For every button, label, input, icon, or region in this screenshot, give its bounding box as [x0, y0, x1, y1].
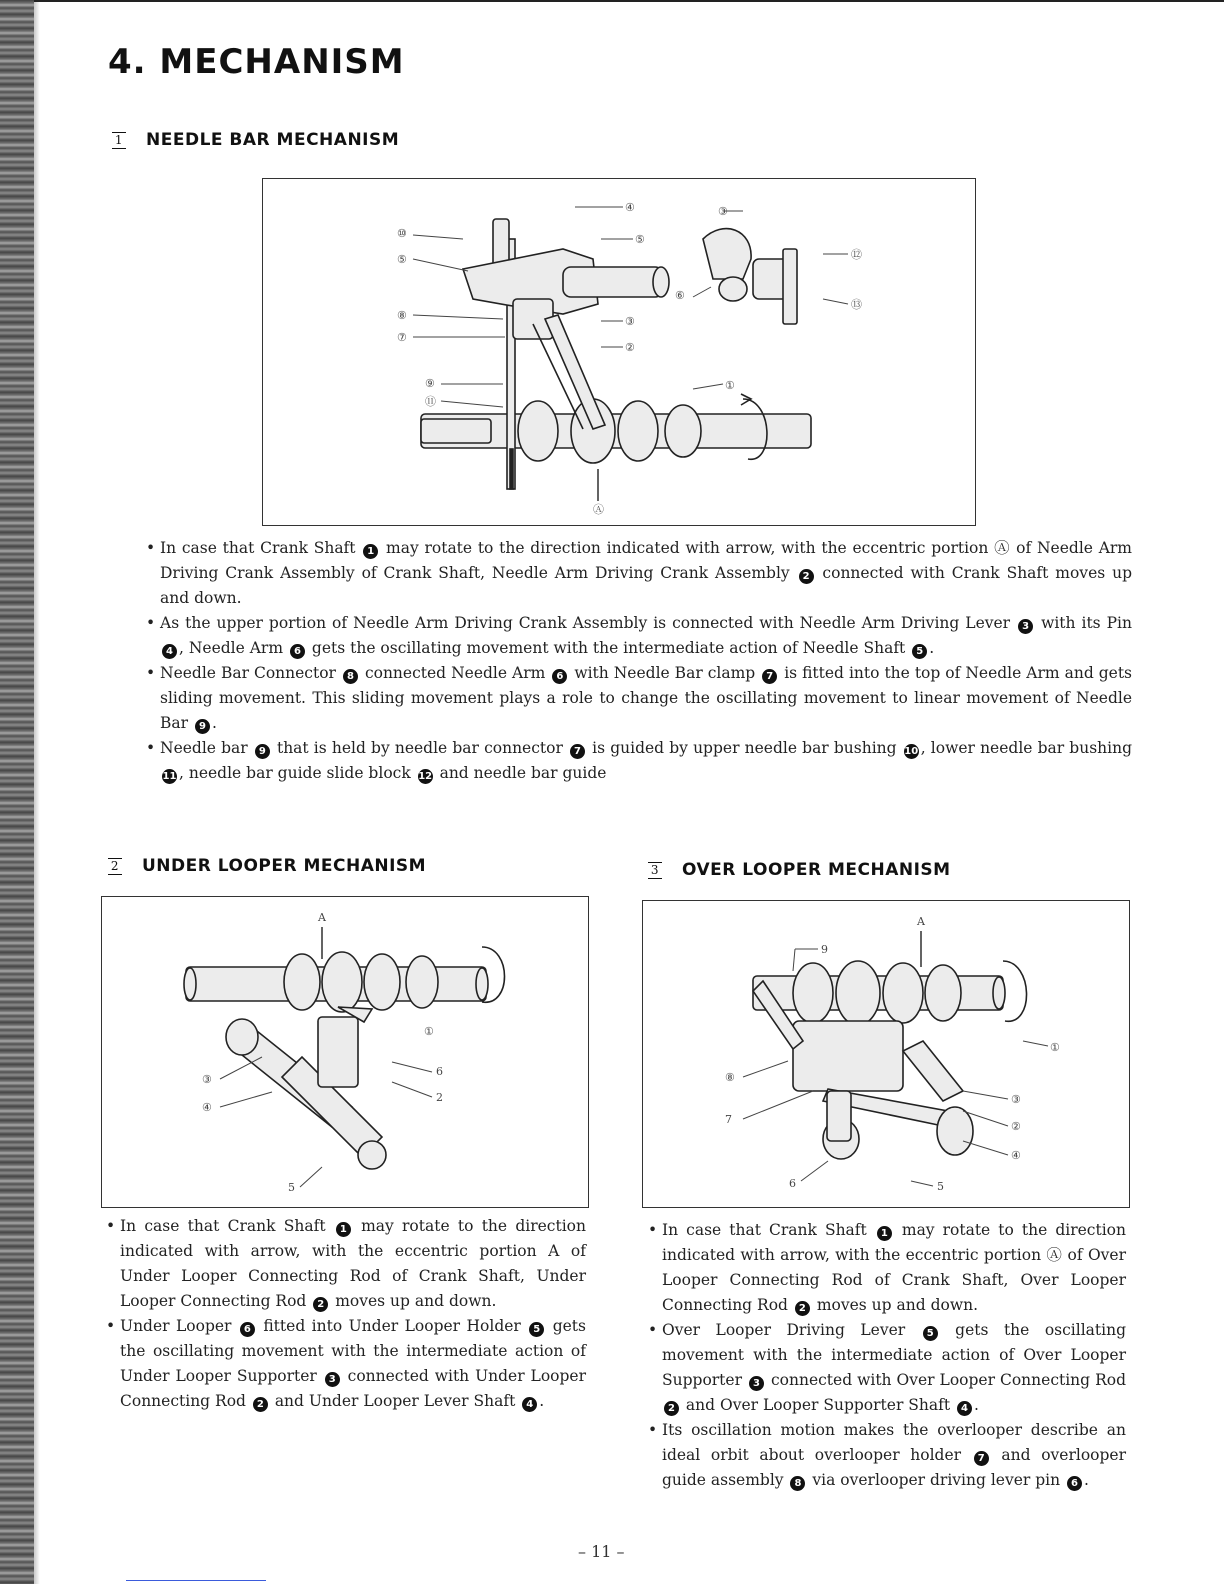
- scan-edge: [0, 0, 34, 1584]
- section-title: OVER LOOPER MECHANISM: [682, 860, 951, 880]
- part-number-badge: 9: [195, 719, 210, 734]
- needle-bar-bullet-2: • As the upper portion of Needle Arm Driving Crank Assembly is connected with Needle Arm Driving Lever 3 with its Pin 4 , Needle Arm 6 gets the oscillating movement with the intermediate action of Needle Shaft 5 .: [146, 611, 1132, 661]
- part-number-badge: 9: [255, 744, 270, 759]
- under-looper-description: [106, 1214, 586, 1414]
- callout-6: 6: [789, 1177, 796, 1190]
- part-number-badge: 4: [957, 1401, 972, 1416]
- part-number-badge: 3: [325, 1372, 340, 1387]
- part-number-badge: 2: [664, 1401, 679, 1416]
- needle-bar-bullet-4: • Needle bar 9 that is held by needle bar connector 7 is guided by upper needle bar bushing 10 , lower needle bar bushing 11 , needle bar guide slide block 12 and needle bar guide: [146, 736, 1132, 786]
- section-title: UNDER LOOPER MECHANISM: [142, 856, 427, 876]
- part-number-badge: 6: [290, 644, 305, 659]
- callout-5: 5: [937, 1180, 944, 1193]
- section-number: 1: [112, 132, 126, 149]
- needle-bar-bullet-1: • In case that Crank Shaft 1 may rotate to the direction indicated with arrow, with the eccentric portion Ⓐ of Needle Arm Driving Crank Assembly of Crank Shaft, Needle Arm Driving Crank Assembly 2 connected with Crank Shaft moves up and down.: [146, 536, 1132, 611]
- callout-4: ④: [202, 1101, 212, 1114]
- callout-2: ②: [625, 341, 635, 354]
- part-number-badge: 1: [877, 1226, 892, 1241]
- under-looper-drawing: [102, 897, 588, 1207]
- callout-7: 7: [725, 1113, 732, 1126]
- callout-2: ②: [1011, 1120, 1021, 1133]
- part-number-badge: 3: [749, 1376, 764, 1391]
- callout-2: 2: [436, 1091, 443, 1104]
- callout-a: A: [917, 915, 925, 928]
- over-looper-description: [648, 1218, 1126, 1493]
- callout-a: A: [318, 911, 326, 924]
- part-number-badge: 3: [1018, 619, 1033, 634]
- section-number: 2: [108, 858, 122, 875]
- page-number: – 11 –: [578, 1542, 625, 1561]
- page-title: 4. MECHANISM: [108, 42, 405, 82]
- part-number-badge: 7: [762, 669, 777, 684]
- part-number-badge: 5: [912, 644, 927, 659]
- callout-6: 6: [436, 1065, 443, 1078]
- part-number-badge: 8: [790, 1476, 805, 1491]
- under-looper-figure: [101, 896, 589, 1208]
- callout-9: ⑨: [425, 377, 435, 390]
- callout-5-left: ⑤: [397, 253, 407, 266]
- needle-bar-bullet-3: • Needle Bar Connector 8 connected Needle Arm 6 with Needle Bar clamp 7 is fitted into the top of Needle Arm and gets sliding movement. This sliding movement plays a role to change the oscillating movement to linear movement of Needle Bar 9 .: [146, 661, 1132, 736]
- callout-3: ③: [202, 1073, 212, 1086]
- callout-10: ⑩: [397, 227, 407, 240]
- callout-6: ⑥: [675, 289, 685, 302]
- callout-1: ①: [424, 1025, 434, 1038]
- part-number-badge: 8: [343, 669, 358, 684]
- part-number-badge: 6: [240, 1322, 255, 1337]
- part-number-badge: 2: [795, 1301, 810, 1316]
- under-looper-bullet-2: • Under Looper 6 fitted into Under Looper Holder 5 gets the oscillating movement with the intermediate action of Under Looper Supporter 3 connected with Under Looper Connecting Rod 2 and Under Looper Lever Shaft 4 .: [106, 1314, 586, 1414]
- part-number-badge: 6: [552, 669, 567, 684]
- callout-5: 5: [288, 1181, 295, 1194]
- part-number-badge: 2: [799, 569, 814, 584]
- top-rule: [34, 0, 1224, 2]
- part-number-badge: 7: [570, 744, 585, 759]
- over-looper-figure: [642, 900, 1130, 1208]
- part-number-badge: 2: [253, 1397, 268, 1412]
- callout-5-right: ⑤: [635, 233, 645, 246]
- callout-4: ④: [1011, 1149, 1021, 1162]
- needle-bar-drawing: [263, 179, 975, 525]
- callout-11: ⑪: [425, 395, 436, 408]
- section-number: 3: [648, 862, 662, 879]
- over-looper-bullet-2: • Over Looper Driving Lever 5 gets the oscillating movement with the intermediate action of Over Looper Supporter 3 connected with Over Looper Connecting Rod 2 and Over Looper Supporter Shaft 4 .: [648, 1318, 1126, 1418]
- part-number-badge: 4: [162, 644, 177, 659]
- part-number-badge: 4: [522, 1397, 537, 1412]
- over-looper-bullet-1: • In case that Crank Shaft 1 may rotate to the direction indicated with arrow, with the eccentric portion Ⓐ of Over Looper Connecting Rod of Crank Shaft, Over Looper Connecting Rod 2 moves up and down.: [648, 1218, 1126, 1318]
- part-number-badge: 11: [162, 771, 177, 782]
- part-number-badge: 12: [418, 771, 433, 782]
- needle-bar-description: [146, 536, 1132, 786]
- section-heading-under-looper: [108, 856, 426, 876]
- callout-12: ⑫: [851, 248, 862, 261]
- callout-1: ①: [1050, 1041, 1060, 1054]
- over-looper-drawing: [643, 901, 1129, 1207]
- part-number-badge: 5: [923, 1326, 938, 1341]
- part-number-badge: 1: [336, 1222, 351, 1237]
- over-looper-bullet-3: • Its oscillation motion makes the overlooper describe an ideal orbit about overlooper holder 7 and overlooper guide assembly 8 via overlooper driving lever pin 6 .: [648, 1418, 1126, 1493]
- callout-3: ③: [1011, 1093, 1021, 1106]
- callout-a: Ⓐ: [593, 503, 604, 516]
- needle-bar-figure: [262, 178, 976, 526]
- section-heading-needle-bar: [112, 130, 399, 150]
- footer-link-line: [126, 1580, 266, 1581]
- part-number-badge: 2: [313, 1297, 328, 1312]
- callout-8: ⑧: [725, 1071, 735, 1084]
- callout-3: ③: [625, 315, 635, 328]
- section-title: NEEDLE BAR MECHANISM: [146, 130, 400, 150]
- callout-4: ④: [625, 201, 635, 214]
- callout-9: 9: [821, 943, 828, 956]
- callout-8: ⑧: [397, 309, 407, 322]
- part-number-badge: 7: [974, 1451, 989, 1466]
- part-number-badge: 1: [363, 544, 378, 559]
- callout-3-top: ③: [718, 205, 728, 218]
- under-looper-bullet-1: • In case that Crank Shaft 1 may rotate to the direction indicated with arrow, with the eccentric portion A of Under Looper Connecting Rod of Crank Shaft, Under Looper Connecting Rod 2 moves up and down.: [106, 1214, 586, 1314]
- callout-7: ⑦: [397, 331, 407, 344]
- part-number-badge: 5: [529, 1322, 544, 1337]
- callout-13: ⑬: [851, 298, 862, 311]
- part-number-badge: 6: [1067, 1476, 1082, 1491]
- part-number-badge: 10: [904, 746, 919, 757]
- callout-1: ①: [725, 379, 735, 392]
- section-heading-over-looper: [648, 860, 951, 880]
